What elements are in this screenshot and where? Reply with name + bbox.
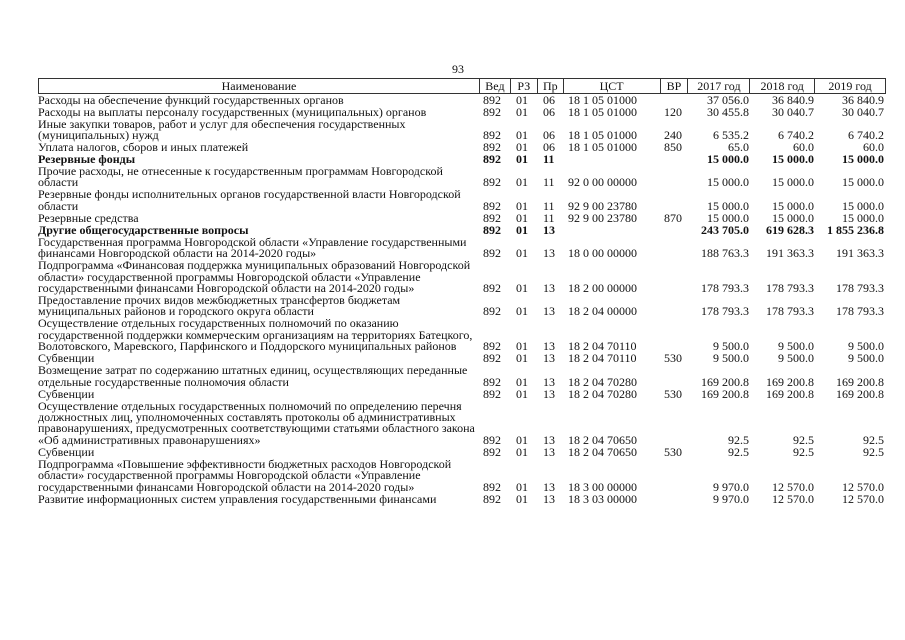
cell-ved: 892 xyxy=(483,491,501,506)
cell-ved: 892 xyxy=(483,374,501,389)
cell-pr: 06 xyxy=(543,140,555,154)
cell-2018: 9 500.0 xyxy=(778,351,814,366)
header-cst: ЦСТ xyxy=(564,79,661,93)
cell-2019: 9 500.0 xyxy=(848,339,884,354)
cell-vr: 850 xyxy=(664,140,682,154)
cell-cst: 18 1 05 01000 xyxy=(568,92,637,107)
cell-vr: 530 xyxy=(664,351,682,366)
cell-2018: 169 200.8 xyxy=(766,386,814,401)
cell-rz: 01 xyxy=(516,444,528,459)
header-2019: 2019 год xyxy=(828,79,872,93)
cell-vr: 530 xyxy=(664,444,682,459)
cell-ved: 892 xyxy=(483,444,501,459)
budget-table xyxy=(38,78,886,505)
cell-cst: 18 2 00 00000 xyxy=(568,281,637,296)
cell-2018: 619 628.3 xyxy=(766,222,814,237)
cell-name: Предоставление прочих видов межбюджетных трансфертов бюджетам муниципальных районов и городского округа области xyxy=(38,293,401,319)
cell-rz: 01 xyxy=(516,374,528,389)
cell-rz: 01 xyxy=(516,304,528,319)
cell-2017: 169 200.8 xyxy=(701,386,749,401)
cell-ved: 892 xyxy=(483,304,501,319)
table-row xyxy=(38,234,886,261)
cell-2017: 9 970.0 xyxy=(713,479,749,494)
cell-rz: 01 xyxy=(516,222,528,237)
cell-2018: 15 000.0 xyxy=(772,152,814,166)
cell-cst: 92 9 00 23780 xyxy=(568,210,637,225)
cell-2019: 60.0 xyxy=(863,140,884,154)
cell-cst: 18 2 04 00000 xyxy=(568,304,637,319)
cell-2019: 178 793.3 xyxy=(836,304,884,319)
cell-cst: 18 3 03 00000 xyxy=(568,491,637,506)
cell-2019: 1 855 236.8 xyxy=(827,222,884,237)
cell-name: Другие общегосударственные вопросы xyxy=(38,222,249,237)
cell-2019: 15 000.0 xyxy=(842,152,884,166)
cell-cst: 18 2 04 70650 xyxy=(568,444,637,459)
cell-2019: 15 000.0 xyxy=(842,175,884,190)
cell-2019: 178 793.3 xyxy=(836,281,884,296)
cell-pr: 13 xyxy=(543,386,555,401)
header-2017: 2017 год xyxy=(688,79,750,93)
cell-pr: 13 xyxy=(543,246,555,261)
cell-name: Иные закупки товаров, работ и услуг для обеспечения государственных (муниципальных) нужд xyxy=(38,116,406,142)
cell-cst: 18 0 00 00000 xyxy=(568,246,637,261)
cell-cst: 18 1 05 01000 xyxy=(568,140,637,154)
cell-2019: 9 500.0 xyxy=(848,351,884,366)
cell-2019: 6 740.2 xyxy=(848,128,884,142)
cell-rz: 01 xyxy=(516,351,528,366)
cell-2018: 169 200.8 xyxy=(766,374,814,389)
cell-2017: 9 500.0 xyxy=(713,351,749,366)
header-2018: 2018 год xyxy=(750,79,815,93)
cell-pr: 13 xyxy=(543,444,555,459)
cell-name: Резервные фонды исполнительных органов государственной власти Новгородской области xyxy=(38,187,461,213)
cell-rz: 01 xyxy=(516,140,528,154)
cell-2018: 36 840.9 xyxy=(772,92,814,107)
cell-2018: 9 500.0 xyxy=(778,339,814,354)
cell-pr: 13 xyxy=(543,222,555,237)
table-header xyxy=(38,78,886,94)
table-row xyxy=(38,365,886,388)
header-vr: ВР xyxy=(661,79,689,93)
cell-pr: 11 xyxy=(543,198,555,213)
cell-2019: 169 200.8 xyxy=(836,386,884,401)
cell-ved: 892 xyxy=(483,104,501,119)
cell-ved: 892 xyxy=(483,175,501,190)
cell-vr: 120 xyxy=(664,104,682,119)
cell-pr: 11 xyxy=(543,175,555,190)
cell-pr: 06 xyxy=(543,128,555,142)
table-row xyxy=(38,491,886,506)
cell-2018: 6 740.2 xyxy=(778,128,814,142)
cell-ved: 892 xyxy=(483,432,501,447)
cell-pr: 06 xyxy=(543,104,555,119)
cell-2017: 65.0 xyxy=(728,140,749,154)
cell-pr: 13 xyxy=(543,479,555,494)
cell-2019: 12 570.0 xyxy=(842,491,884,506)
cell-name: Резервные средства xyxy=(38,210,139,225)
cell-2017: 178 793.3 xyxy=(701,281,749,296)
header-name: Наименование xyxy=(39,79,480,93)
cell-rz: 01 xyxy=(516,152,528,166)
cell-2017: 30 455.8 xyxy=(707,104,749,119)
cell-name: Осуществление отдельных государственных полномочий по оказанию государственной поддержки коммерческим организациям на территориях Батецкого, Волотовского, Маревского, Парфинского и Поддорского муниципальных районов xyxy=(38,316,473,354)
table-row xyxy=(38,456,886,494)
header-rz: РЗ xyxy=(511,79,538,93)
table-row xyxy=(38,142,886,153)
cell-rz: 01 xyxy=(516,104,528,119)
cell-name: Расходы на обеспечение функций государственных органов xyxy=(38,92,344,107)
cell-2017: 6 535.2 xyxy=(713,128,749,142)
cell-2018: 60.0 xyxy=(793,140,814,154)
cell-cst: 18 2 04 70280 xyxy=(568,386,637,401)
table-row xyxy=(38,166,886,189)
cell-cst: 18 1 05 01000 xyxy=(568,128,637,142)
cell-2018: 92.5 xyxy=(793,444,814,459)
cell-name: Возмещение затрат по содержанию штатных единиц, осуществляющих переданные отдельные государственные полномочия области xyxy=(38,363,468,389)
cell-vr: 240 xyxy=(664,128,682,142)
cell-rz: 01 xyxy=(516,198,528,213)
cell-name: Субвенции xyxy=(38,386,95,401)
cell-cst: 18 2 04 70110 xyxy=(568,339,637,354)
cell-rz: 01 xyxy=(516,281,528,296)
cell-pr: 11 xyxy=(543,152,555,166)
cell-2017: 9 970.0 xyxy=(713,491,749,506)
cell-2017: 92.5 xyxy=(728,432,749,447)
cell-2017: 15 000.0 xyxy=(707,175,749,190)
cell-ved: 892 xyxy=(483,222,501,237)
cell-rz: 01 xyxy=(516,246,528,261)
table-row xyxy=(38,260,886,294)
cell-2017: 169 200.8 xyxy=(701,374,749,389)
cell-name: Подпрограмма «Финансовая поддержка муниципальных образований Новгородской области» государственной программы Новгородской области «Управление государственными финансами Новгородской области на 2014-2020 годы» xyxy=(38,258,471,296)
cell-ved: 892 xyxy=(483,281,501,296)
cell-2019: 12 570.0 xyxy=(842,479,884,494)
cell-pr: 06 xyxy=(543,92,555,107)
cell-rz: 01 xyxy=(516,491,528,506)
cell-2018: 191 363.3 xyxy=(766,246,814,261)
page-number: 93 xyxy=(452,62,464,76)
cell-vr: 870 xyxy=(664,210,682,225)
cell-cst: 18 2 04 70280 xyxy=(568,374,637,389)
cell-2017: 188 763.3 xyxy=(701,246,749,261)
cell-rz: 01 xyxy=(516,479,528,494)
cell-pr: 13 xyxy=(543,281,555,296)
cell-rz: 01 xyxy=(516,339,528,354)
cell-2017: 15 000.0 xyxy=(707,198,749,213)
cell-2018: 15 000.0 xyxy=(772,210,814,225)
table-row xyxy=(38,318,886,352)
table-row xyxy=(38,189,886,212)
cell-2019: 92.5 xyxy=(863,432,884,447)
table-body xyxy=(38,92,886,506)
cell-2017: 15 000.0 xyxy=(707,152,749,166)
cell-pr: 11 xyxy=(543,210,555,225)
cell-ved: 892 xyxy=(483,479,501,494)
cell-pr: 13 xyxy=(543,351,555,366)
cell-name: Осуществление отдельных государственных полномочий по определению перечня должностных лиц, уполномоченных составлять протоколы об административных правонарушениях, предусмотренных соответствующими статьями областного закона «Об административных правонарушениях» xyxy=(38,398,475,447)
cell-2018: 12 570.0 xyxy=(772,491,814,506)
cell-rz: 01 xyxy=(516,175,528,190)
cell-pr: 13 xyxy=(543,491,555,506)
cell-ved: 892 xyxy=(483,92,501,107)
cell-2018: 30 040.7 xyxy=(772,104,814,119)
cell-ved: 892 xyxy=(483,140,501,154)
cell-ved: 892 xyxy=(483,210,501,225)
cell-2018: 178 793.3 xyxy=(766,281,814,296)
cell-cst: 18 2 04 70650 xyxy=(568,432,637,447)
cell-pr: 13 xyxy=(543,339,555,354)
cell-cst: 18 3 00 00000 xyxy=(568,479,637,494)
table-row xyxy=(38,116,886,142)
cell-rz: 01 xyxy=(516,432,528,447)
cell-vr: 530 xyxy=(664,386,682,401)
cell-2017: 15 000.0 xyxy=(707,210,749,225)
cell-2017: 37 056.0 xyxy=(707,92,749,107)
cell-cst: 92 0 00 00000 xyxy=(568,175,637,190)
cell-2019: 30 040.7 xyxy=(842,104,884,119)
cell-rz: 01 xyxy=(516,128,528,142)
cell-2017: 9 500.0 xyxy=(713,339,749,354)
cell-name: Уплата налогов, сборов и иных платежей xyxy=(38,140,249,154)
cell-2018: 15 000.0 xyxy=(772,175,814,190)
cell-name: Резервные фонды xyxy=(38,152,136,166)
cell-ved: 892 xyxy=(483,351,501,366)
cell-name: Подпрограмма «Повышение эффективности бюджетных расходов Новгородской области» государственной программы Новгородской области «Управление государственными финансами Новгородской области на 2014-2020 годы» xyxy=(38,456,452,494)
cell-cst: 18 1 05 01000 xyxy=(568,104,637,119)
cell-rz: 01 xyxy=(516,210,528,225)
cell-ved: 892 xyxy=(483,246,501,261)
cell-name: Прочие расходы, не отнесенные к государственным программам Новгородской области xyxy=(38,164,443,190)
cell-2017: 178 793.3 xyxy=(701,304,749,319)
cell-name: Расходы на выплаты персоналу государственных (муниципальных) органов xyxy=(38,104,427,119)
table-row xyxy=(38,295,886,318)
cell-pr: 13 xyxy=(543,304,555,319)
cell-name: Субвенции xyxy=(38,351,95,366)
cell-2019: 36 840.9 xyxy=(842,92,884,107)
cell-ved: 892 xyxy=(483,152,501,166)
cell-cst: 92 9 00 23780 xyxy=(568,198,637,213)
cell-2019: 191 363.3 xyxy=(836,246,884,261)
table-row xyxy=(38,398,886,447)
cell-cst: 18 2 04 70110 xyxy=(568,351,637,366)
cell-2018: 12 570.0 xyxy=(772,479,814,494)
cell-pr: 13 xyxy=(543,374,555,389)
cell-2017: 243 705.0 xyxy=(701,222,749,237)
cell-name: Субвенции xyxy=(38,444,95,459)
cell-ved: 892 xyxy=(483,339,501,354)
cell-2018: 15 000.0 xyxy=(772,198,814,213)
cell-pr: 13 xyxy=(543,432,555,447)
cell-name: Развитие информационных систем управления государственными финансами xyxy=(38,491,437,506)
header-ved: Вед xyxy=(480,79,511,93)
cell-name: Государственная программа Новгородской области «Управление государственными финансами Новгородской области на 2014-2020 годы» xyxy=(38,234,467,261)
cell-rz: 01 xyxy=(516,92,528,107)
cell-2018: 178 793.3 xyxy=(766,304,814,319)
cell-rz: 01 xyxy=(516,386,528,401)
cell-2019: 15 000.0 xyxy=(842,210,884,225)
cell-2017: 92.5 xyxy=(728,444,749,459)
cell-ved: 892 xyxy=(483,386,501,401)
cell-2019: 15 000.0 xyxy=(842,198,884,213)
cell-ved: 892 xyxy=(483,198,501,213)
cell-ved: 892 xyxy=(483,128,501,142)
cell-2019: 92.5 xyxy=(863,444,884,459)
header-pr: Пр xyxy=(538,79,564,93)
cell-2019: 169 200.8 xyxy=(836,374,884,389)
cell-2018: 92.5 xyxy=(793,432,814,447)
